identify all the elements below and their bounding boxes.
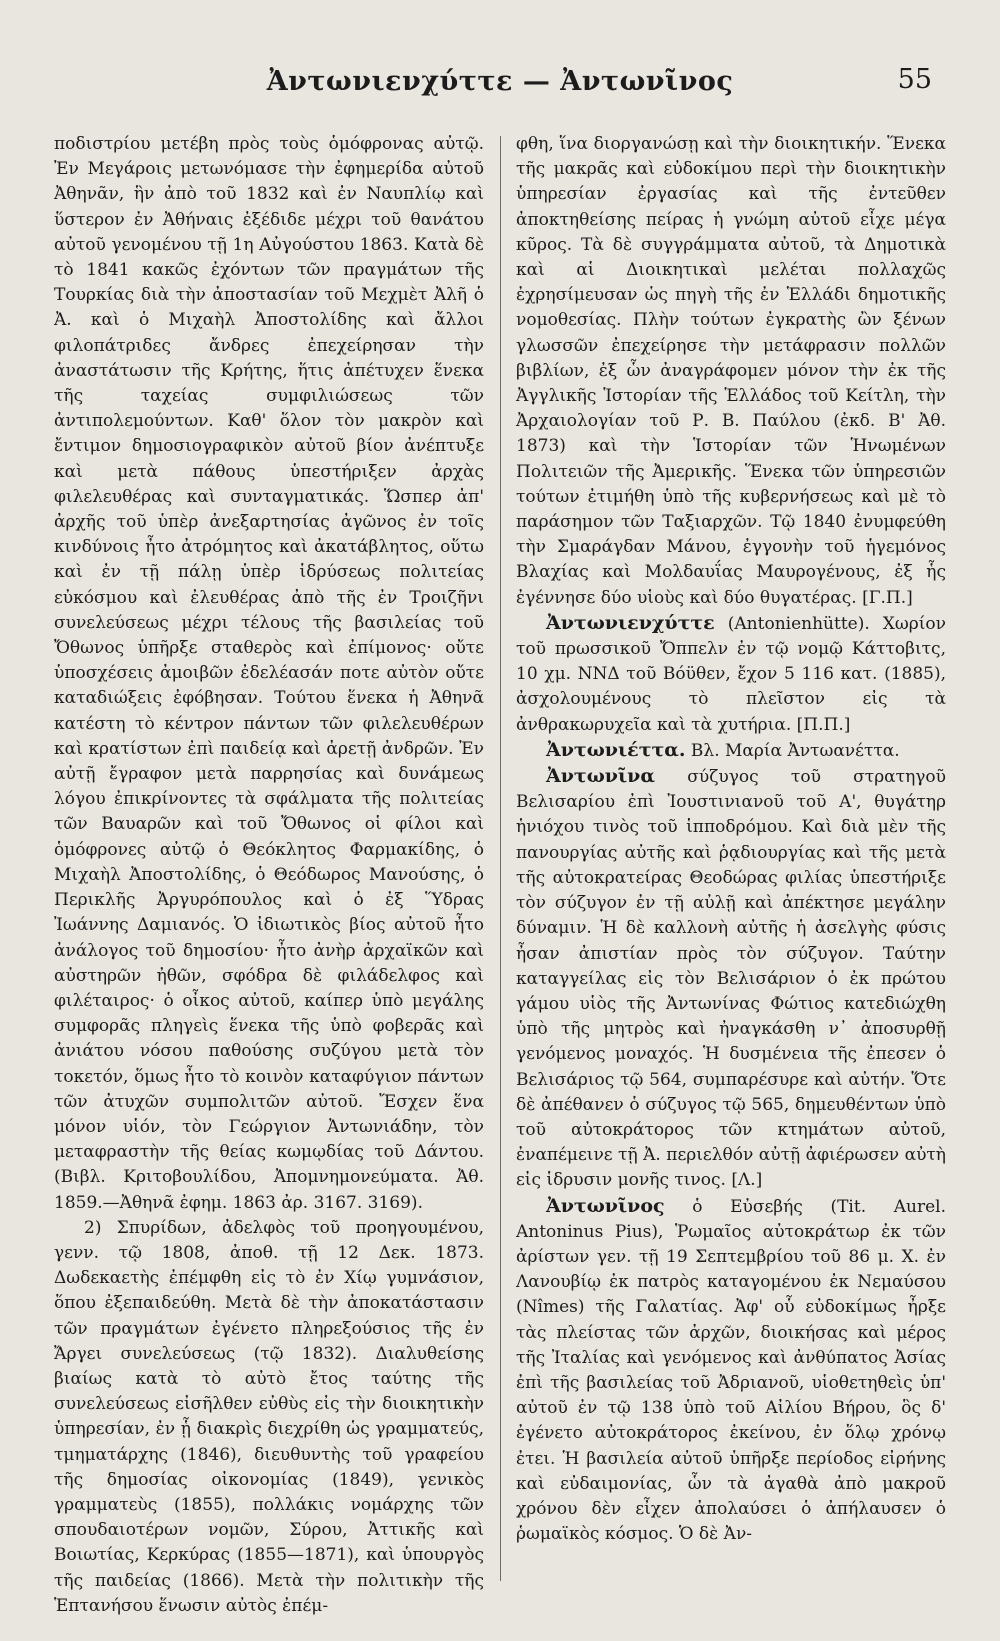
- paragraph-antoniadis-1: ποδιστρίου μετέβη πρὸς τοὺς ὁμόφρονας αὐτῷ. Ἐν Μεγάροις μετωνόμασε τὴν ἐφημερίδα αὐτοῦ Ἀθηνᾶν, ἣν ἀπὸ τοῦ 1832 καὶ ἐν Ναυπλίῳ καὶ ὕστερον ἐν Ἀθήναις ἐξέδιδε μέχρι τοῦ θανάτου αὐτοῦ γενομένου τῇ 1η Αὐγούστου 1863. Κατὰ δὲ τὸ 1841 κακῶς ἐχόντων τῶν πραγμάτων τῆς Τουρκίας διὰ τὴν ἀποστασίαν τοῦ Μεχμὲτ Ἀλῆ ὁ Ἀ. καὶ ὁ Μιχαὴλ Ἀποστολίδης καὶ ἄλλοι φιλοπάτριδες ἄνδρες ἐπεχείρησαν τὴν ἀναστάτωσιν τῆς Κρήτης, ἥτις ἀπέτυχεν ἕνεκα τῆς ταχείας συμφιλιώσεως τῶν ἀντιπολεμούντων. Καθ' ὅλον τὸν μακρὸν καὶ ἔντιμον δημοσιογραφικὸν αὐτοῦ βίον ἀνέπτυξε καὶ μετὰ πάθους ὑπεστήριξεν ἀρχὰς φιλελευθέρας καὶ συνταγματικάς. Ὥσπερ ἀπ' ἀρχῆς τοῦ ὑπὲρ ἀνεξαρτησίας ἀγῶνος ἐν τοῖς κινδύνοις ἦτο ἀτρόμητος καὶ ἀκατάβλητος, οὕτω καὶ ἐν τῇ πάλῃ ὑπὲρ ἱδρύσεως πολιτείας εὐκόσμου καὶ ἐλευθέρας ἀπὸ τῆς ἐν Τροιζῆνι συνελεύσεως μέχρι τέλους τῆς βασιλείας τοῦ Ὄθωνος ὑπῆρξε σταθερὸς καὶ ἐπίμονος· οὔτε ὑποσχέσεις ἀμοιβῶν ἐδελέασάν ποτε αὐτὸν οὔτε καταδιώξεις ἐφόβησαν. Τούτου ἕνεκα ἡ Ἀθηνᾶ κατέστη τὸ κέντρον πάντων τῶν φιλελευθέρων καὶ κρατίστων ἐπὶ παιδείᾳ καὶ ἀρετῇ ἀνδρῶν. Ἐν αὐτῇ ἔγραφον μετὰ παρρησίας καὶ δυνάμεως λόγου ἐπικρίνοντες τὰ σφάλματα τῆς πολιτείας τῶν Βαυαρῶν καὶ τοῦ Ὄθωνος οἱ φίλοι καὶ ὁμόφρονες αὐτῷ ὁ Θεόκλητος Φαρμακίδης, ὁ Μιχαὴλ Ἀποστολίδης, ὁ Θεόδωρος Μανούσης, ὁ Περικλῆς Ἀργυρόπουλος καὶ ὁ ἐξ Ὕδρας Ἰωάννης Δαμιανός. Ὁ ἰδιωτικὸς βίος αὐτοῦ ἦτο ἀνάλογος τοῦ δημοσίου· ἦτο ἀνὴρ ἀρχαϊκῶν καὶ αὐστηρῶν ἠθῶν, σφόδρα δὲ φιλάδελφος καὶ φιλέταιρος· ὁ οἶκος αὐτοῦ, καίπερ ὑπὸ μεγάλης συμφορᾶς πληγεὶς ἕνεκα τῆς ὑπὸ φοβερᾶς καὶ ἀνιάτου νόσου παθούσης συζύγου μετὰ τὸν τοκετόν, ὅμως ἦτο τὸ κοινὸν καταφύγιον πάντων τῶν ἀτυχῶν συμπολιτῶν αὐτοῦ. Ἔσχεν ἕνα μόνον υἱόν, τὸν Γεώργιον Ἀντωνιάδην, τὸν μεταφραστὴν τῆς θείας κωμῳδίας τοῦ Δάντου. (Βιβλ. Κριτοβουλίδου, Ἀπομνημονεύματα. Ἀθ. 1859.—Ἀθηνᾶ ἐφημ. 1863 ἀρ. 3167. 3169).: [54, 134, 484, 1213]
- column-divider: [500, 136, 501, 1581]
- left-column: [54, 132, 484, 1619]
- entry-text: ὁ Εὐσεβής (Tit. Aurel. Antoninus Pius), Ῥωμαῖος αὐτοκράτωρ ἐκ τῶν ἀρίστων γεν. τῇ 19 Σεπτεμβρίου τοῦ 86 μ. Χ. ἐν Λανουβίῳ ἐκ πατρὸς καταγομένου ἐκ Νεμαύσου (Nîmes) τῆς Γαλατίας. Ἀφ' οὗ εὐδοκίμως ἦρξε τὰς πλείστας τῶν ἀρχῶν, διοικήσας καὶ μέρος τῆς Ἰταλίας καὶ γενόμενος καὶ ἀνθύπατος Ἀσίας ἐπὶ τῆς βασιλείας τοῦ Ἀδριανοῦ, υἱοθετηθεὶς ὑπ' αὐτοῦ ἐν τῷ 138 ὑπὸ τοῦ Αἰλίου Βήρου, ὃς δ' ἐγένετο αὐτοκράτορος ἐκείνου, ἐν ὅλῳ χρόνῳ ἐτει. Ἡ βασιλεία αὐτοῦ ὑπῆρξε περίοδος εἰρήνης καὶ εὐδαιμονίας, ὧν τὰ ἀγαθὰ ἀπὸ μακροῦ χρόνου δὲν εἶχεν ἀπολαύσει ὁ ἀπήλαυσεν ὁ ῥωμαϊκὸς κόσμος. Ὁ δὲ Ἀν-: [516, 1196, 946, 1545]
- entry-lemma: Ἀντωνῖνα: [546, 765, 655, 788]
- running-title: Ἀντωνιενχύττε — Ἀντωνῖνος: [266, 66, 734, 97]
- entry-antoniette: [516, 738, 946, 764]
- page-header: [54, 62, 946, 110]
- entry-text: Βλ. Μαρία Ἀντωανέττα.: [685, 740, 900, 761]
- page-number: 55: [897, 64, 932, 95]
- entry-antonienhuette: [516, 611, 946, 738]
- entry-lemma: Ἀντωνιέττα.: [546, 738, 686, 761]
- entry-text: (Antonienhütte). Χωρίον τοῦ πρωσσικοῦ Ὄππελν ἐν τῷ νομῷ Κάττοβιτς, 10 χμ. ΝΝΔ τοῦ Βόϋθεν, ἔχον 5 116 κατ. (1885), ἀσχολουμένους τὸ πλεῖστον εἰς τὰ ἀνθρακωρυχεῖα καὶ τὰ χυτήρια. [Π.Π.]: [516, 613, 946, 735]
- text-columns: [54, 132, 946, 1619]
- paragraph-continued: φθη, ἵνα διοργανώσῃ καὶ τὴν διοικητικήν. Ἕνεκα τῆς μακρᾶς καὶ εὐδοκίμου περὶ τὴν διοικητικὴν ὑπηρεσίαν ἐργασίας καὶ τῆς ἐντεῦθεν ἀποκτηθείσης πείρας ἡ γνώμη αὐτοῦ εἶχε μέγα κῦρος. Τὰ δὲ συγγράμματα αὐτοῦ, τὰ Δημοτικὰ καὶ αἱ Διοικητικαὶ μελέται πολλαχῶς ἐχρησίμευσαν ὡς πηγὴ τῆς ἐν Ἑλλάδι δημοτικῆς νομοθεσίας. Πλὴν τούτων ἐγκρατὴς ὢν ξένων γλωσσῶν ἐπεχείρησε τὴν μετάφρασιν πολλῶν βιβλίων, ἐξ ὧν ἀναγράφομεν μόνον τὴν ἐκ τῆς Ἀγγλικῆς Ἱστορίαν τῆς Ἑλλάδος τοῦ Κείτλη, τὴν Ἀρχαιολογίαν τοῦ Ρ. Β. Παύλου (ἐκδ. Β' Ἀθ. 1873) καὶ τὴν Ἱστορίαν τῶν Ἡνωμένων Πολιτειῶν τῆς Ἀμερικῆς. Ἕνεκα τῶν ὑπηρεσιῶν τούτων ἐτιμήθη ὑπὸ τῆς κυβερνήσεως καὶ μὲ τὸ παράσημον τῶν Ταξιαρχῶν. Τῷ 1840 ἐνυμφεύθη τὴν Σμαράγδαν Μάνου, ἐγγονὴν τοῦ ἡγεμόνος Βλαχίας καὶ Μολδαυΐας Μαυρογένους, ἐξ ἧς ἐγέννησε δύο υἱοὺς καὶ δύο θυγατέρας. [Γ.Π.]: [516, 134, 946, 608]
- right-column: [516, 132, 946, 1619]
- entry-antonina: [516, 764, 946, 1193]
- paragraph-antoniadis-2: 2) Σπυρίδων, ἀδελφὸς τοῦ προηγουμένου, γενν. τῷ 1808, ἀποθ. τῇ 12 Δεκ. 1873. Δωδεκαετὴς ἐπέμφθη εἰς τὸ ἐν Χίῳ γυμνάσιον, ὅπου ἐξεπαιδεύθη. Μετὰ δὲ τὴν ἀποκατάστασιν τῶν πραγμάτων ἐγένετο πληρεξούσιος τῆς ἐν Ἄργει συνελεύσεως (τῷ 1832). Διαλυθείσης βιαίως κατὰ τὸ αὐτὸ ἔτος ταύτης τῆς συνελεύσεως εἰσῆλθεν εὐθὺς εἰς τὴν διοικητικὴν ὑπηρεσίαν, ἐν ᾗ διακρὶς διεχρίθη ὡς γραμματεύς, τμηματάρχης (1846), διευθυντὴς τοῦ γραφείου τῆς δημοσίας οἰκονομίας (1849), γενικὸς γραμματεὺς (1855), πολλάκις νομάρχης τῶν σπουδαιοτέρων νομῶν, Σύρου, Ἀττικῆς καὶ Βοιωτίας, Κερκύρας (1855—1871), καὶ ὑπουργὸς τῆς παιδείας (1866). Μετὰ τὴν πολιτικὴν τῆς Ἑπτανήσου ἕνωσιν αὐτὸς ἐπέμ-: [54, 1217, 484, 1616]
- entry-text: σύζυγος τοῦ στρατηγοῦ Βελισαρίου ἐπὶ Ἰουστινιανοῦ τοῦ Α', θυγάτηρ ἡνιόχου τινὸς τοῦ ἱπποδρόμου. Καὶ διὰ μὲν τῆς πανουργίας αὐτῆς καὶ ῥᾳδιουργίας καὶ τῆς μετὰ τῆς αὐτοκρατείρας Θεοδώρας φιλίας ὑπεστήριξε τὸν σύζυγον ἐν τῇ αὐλῇ καὶ ἀπέκτησε μεγάλην δύναμιν. Ἡ δὲ καλλονὴ αὐτῆς ἡ ἀσελγὴς φύσις ἦσαν ἀπιστίαν πρὸς τὸν σύζυγον. Ταύτην καταγγείλας εἰς τὸν Βελισάριον ὁ ἐκ πρώτου γάμου υἱὸς τῆς Ἀντωνίνας Φώτιος κατεδιώχθη ὑπὸ τῆς μητρὸς καὶ ἠναγκάσθη ν᾽ ἀποσυρθῇ γενόμενος μοναχός. Ἡ δυσμένεια τῆς ἐπεσεν ὁ Βελισάριος τῷ 564, συμπαρέσυρε καὶ αὐτήν. Ὅτε δὲ ἀπέθανεν ὁ σύζυγος τῷ 565, δημευθέντων ὑπὸ τοῦ αὐτοκράτορος τῶν κτημάτων αὐτοῦ, ἐναπέμεινε τῇ Ἀ. περιελθόν αὐτῇ ἀφιέρωσεν αὐτὴ εἰς ἱδρυσιν μονῆς τινος. [Λ.]: [516, 767, 946, 1191]
- entry-lemma: Ἀντωνιενχύττε: [546, 611, 715, 634]
- entry-lemma: Ἀντωνῖνος: [546, 1194, 665, 1217]
- entry-antoninus: [516, 1194, 946, 1548]
